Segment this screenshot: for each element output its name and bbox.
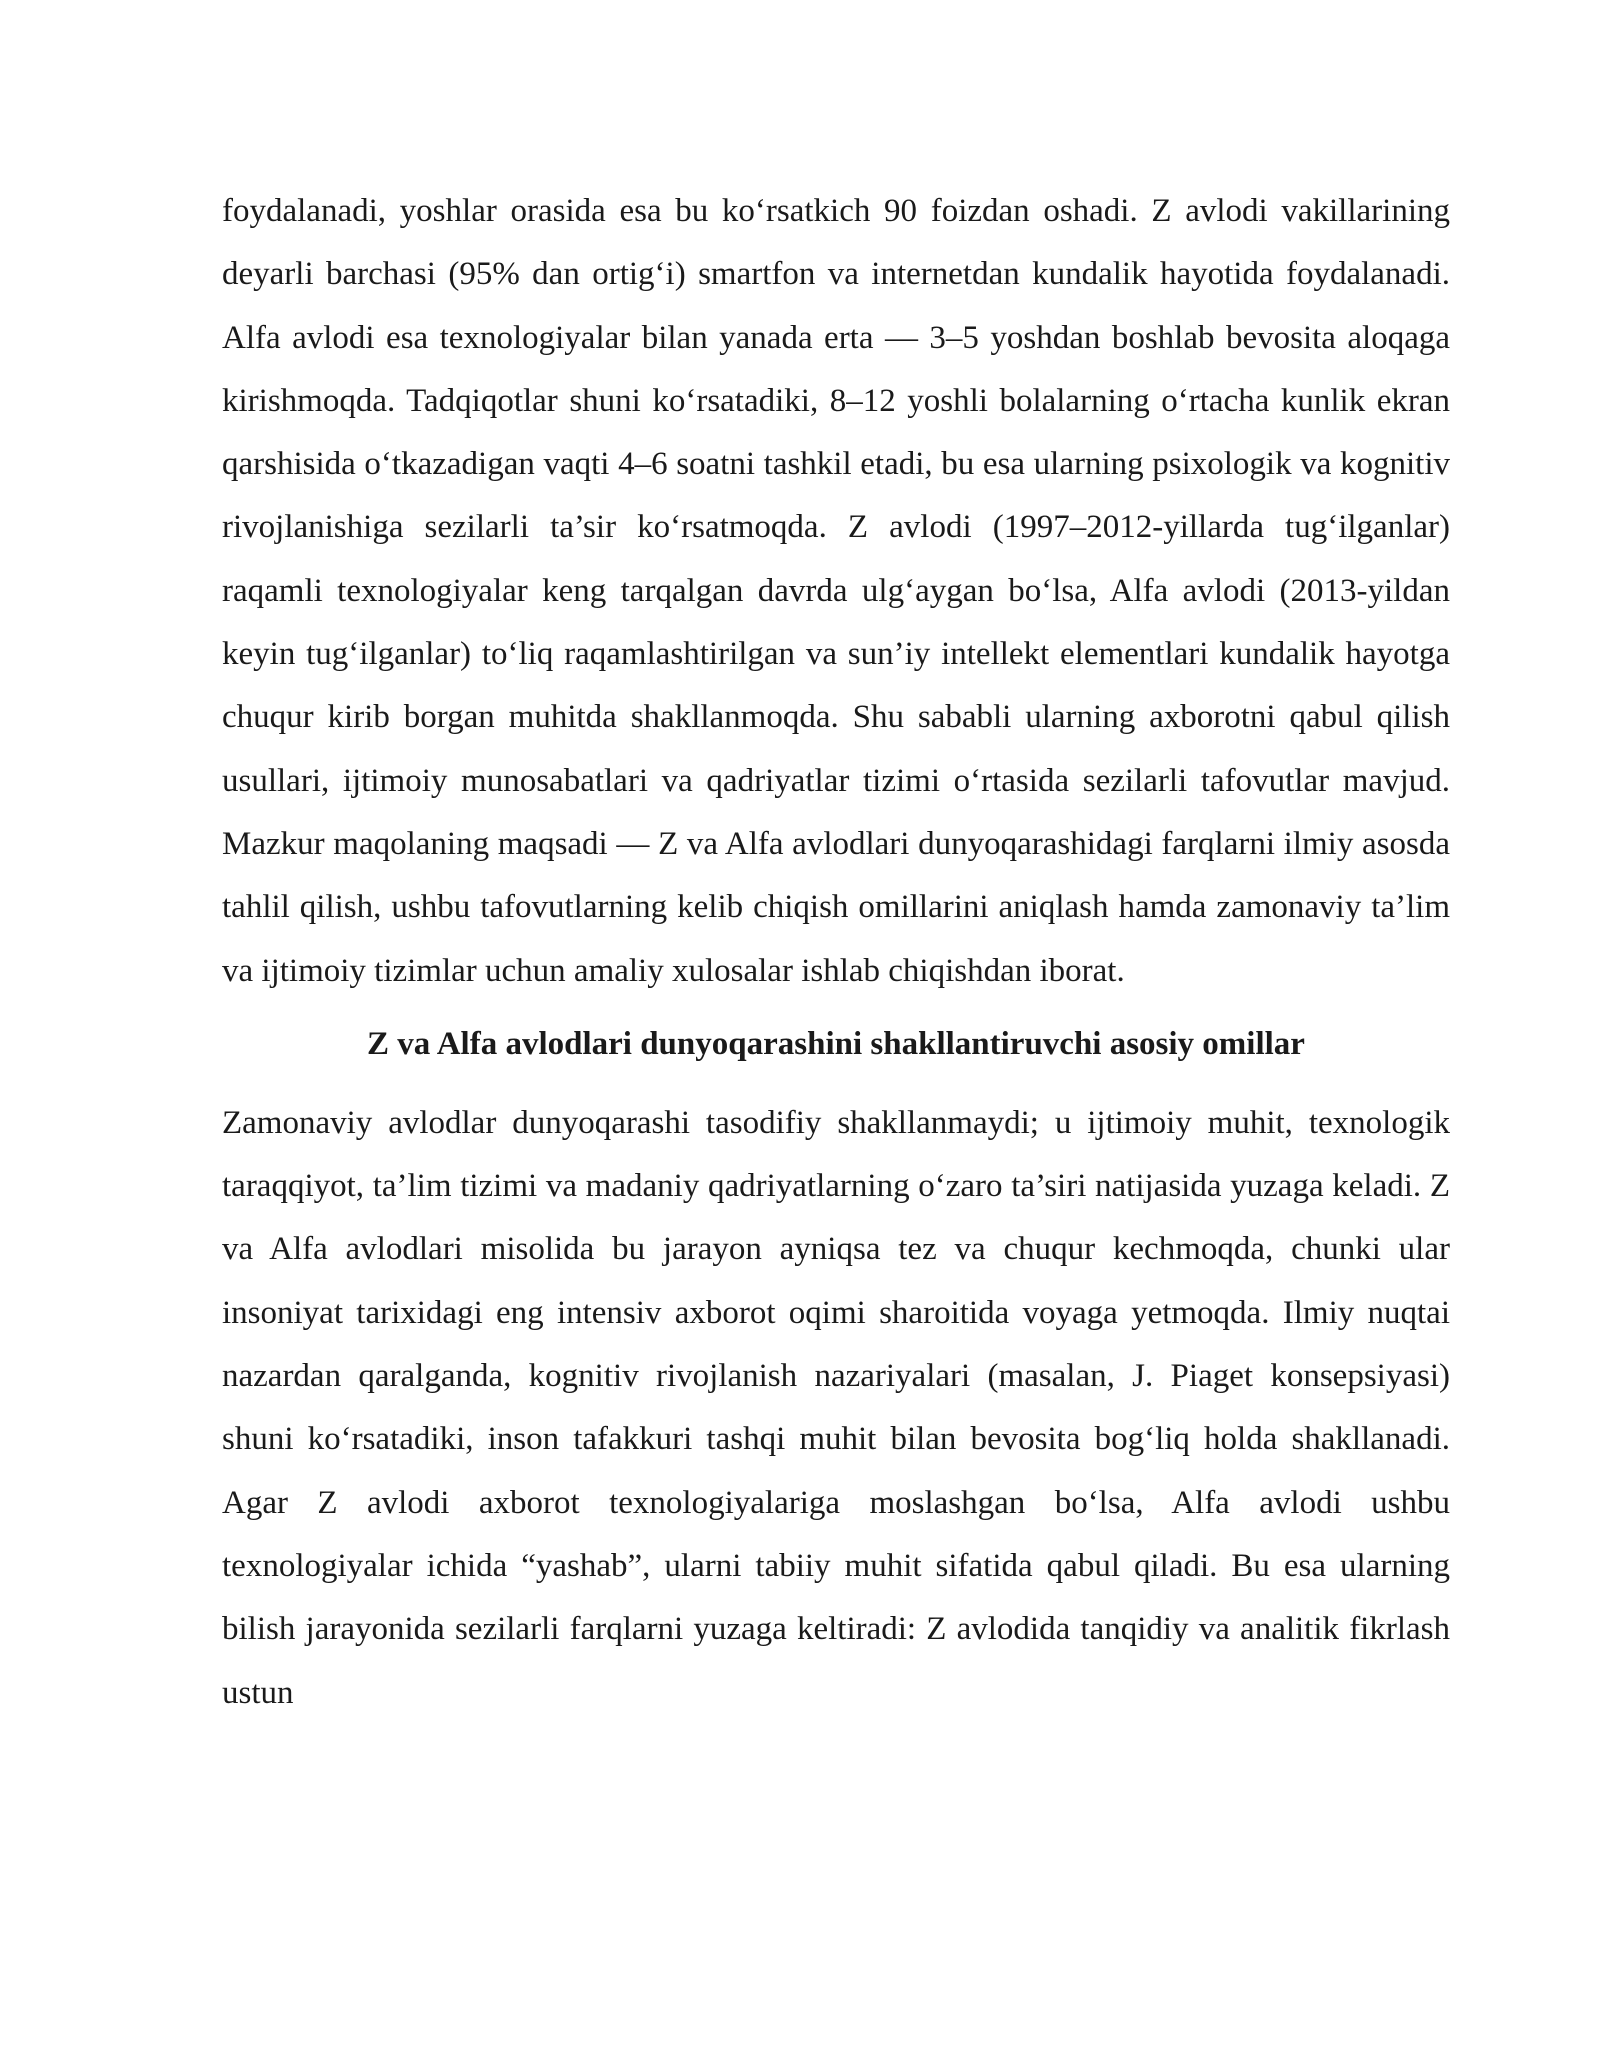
- document-body: [222, 180, 1450, 1725]
- body-paragraph: foydalanadi, yoshlar orasida esa bu ko‘rsatkich 90 foizdan oshadi. Z avlodi vakillarining deyarli barchasi (95% dan ortig‘i) smartfon va internetdan kundalik hayotida foydalanadi. Alfa avlodi esa texnologiyalar bilan yanada erta — 3–5 yoshdan boshlab bevosita aloqaga kirishmoqda. Tadqiqotlar shuni ko‘rsatadiki, 8–12 yoshli bolalarning o‘rtacha kunlik ekran qarshisida o‘tkazadigan vaqti 4–6 soatni tashkil etadi, bu esa ularning psixologik va kognitiv rivojlanishiga sezilarli ta’sir ko‘rsatmoqda. Z avlodi (1997–2012-yillarda tug‘ilganlar) raqamli texnologiyalar keng tarqalgan davrda ulg‘aygan bo‘lsa, Alfa avlodi (2013-yildan keyin tug‘ilganlar) to‘liq raqamlashtirilgan va sun’iy intellekt elementlari kundalik hayotga chuqur kirib borgan muhitda shakllanmoqda. Shu sababli ularning axborotni qabul qilish usullari, ijtimoiy munosabatlari va qadriyatlar tizimi o‘rtasida sezilarli tafovutlar mavjud. Mazkur maqolaning maqsadi — Z va Alfa avlodlari dunyoqarashidagi farqlarni ilmiy asosda tahlil qilish, ushbu tafovutlarning kelib chiqish omillarini aniqlash hamda zamonaviy ta’lim va ijtimoiy tizimlar uchun amaliy xulosalar ishlab chiqishdan iborat.: [222, 193, 1450, 989]
- body-paragraph: Zamonaviy avlodlar dunyoqarashi tasodifiy shakllanmaydi; u ijtimoiy muhit, texnologik taraqqiyot, ta’lim tizimi va madaniy qadriyatlarning o‘zaro ta’siri natijasida yuzaga keladi. Z va Alfa avlodlari misolida bu jarayon ayniqsa tez va chuqur kechmoqda, chunki ular insoniyat tarixidagi eng intensiv axborot oqimi sharoitida voyaga yetmoqda. Ilmiy nuqtai nazardan qaralganda, kognitiv rivojlanish nazariyalari (masalan, J. Piaget konsepsiyasi) shuni ko‘rsatadiki, inson tafakkuri tashqi muhit bilan bevosita bog‘liq holda shakllanadi. Agar Z avlodi axborot texnologiyalariga moslashgan bo‘lsa, Alfa avlodi ushbu texnologiyalar ichida “yashab”, ularni tabiiy muhit sifatida qabul qiladi. Bu esa ularning bilish jarayonida sezilarli farqlarni yuzaga keltiradi: Z avlodida tanqidiy va analitik fikrlash ustun: [222, 1104, 1450, 1711]
- section-heading: Z va Alfa avlodlari dunyoqarashini shakllantiruvchi asosiy omillar: [367, 1025, 1305, 1062]
